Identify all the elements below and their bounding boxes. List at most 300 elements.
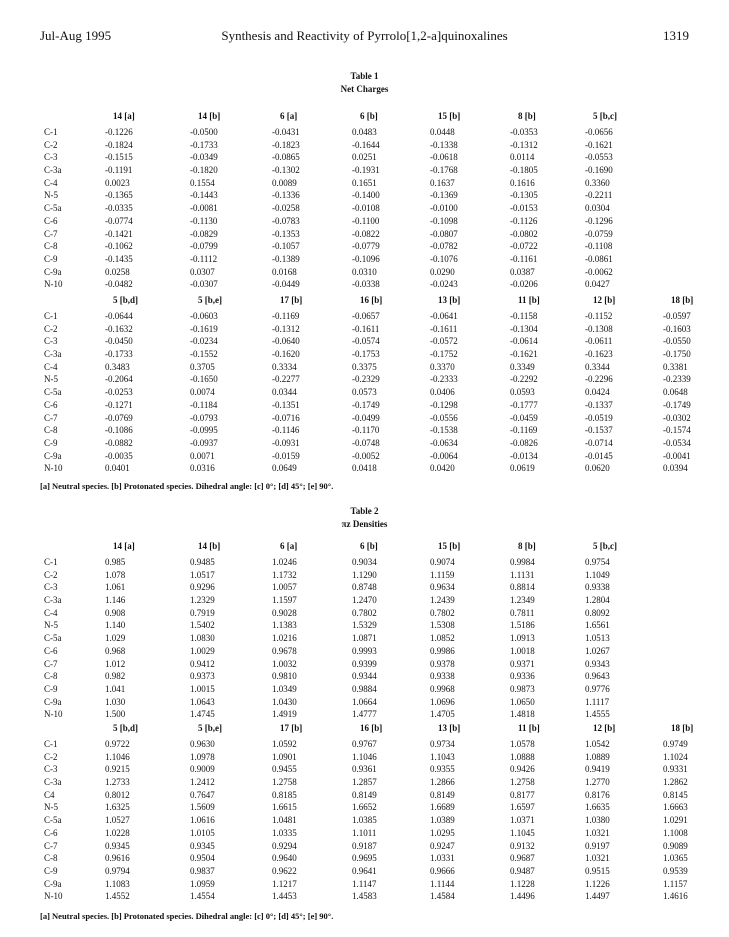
column-header: 13 [b] [438,723,461,733]
table-cell: 1.4496 [510,891,535,902]
table-cell: 1.0830 [190,633,215,644]
row-label: C-3a [44,777,62,788]
column-header: 14 [a] [113,541,135,551]
table-cell: 0.9215 [105,764,130,775]
table-cell: 1.0331 [430,853,455,864]
table-cell: -0.1538 [430,425,458,436]
table-row [0,814,729,827]
table-cell: 0.9873 [510,683,535,694]
row-label: C-1 [44,311,58,321]
table-cell: 1.2862 [663,777,688,788]
table-cell: 0.9485 [190,557,215,567]
table-cell: 1.0349 [272,683,297,694]
table-cell: 0.9132 [510,840,535,851]
table-cell: 1.1217 [272,878,297,889]
row-label: N-10 [44,279,63,290]
table-cell: 1.1011 [352,827,377,838]
table-cell: -0.0882 [105,437,133,448]
row-label: N-10 [44,891,63,902]
table-cell: 0.9641 [352,865,377,876]
table-cell: 1.0578 [510,739,535,749]
table-cell: -0.1302 [272,165,300,176]
table-row [0,437,729,450]
table-cell: 0.982 [105,671,126,682]
table-cell: -0.1108 [585,241,613,252]
table-cell: -0.1086 [105,425,133,436]
table-cell: 0.8185 [272,789,297,800]
table-cell: 0.9399 [352,658,377,669]
table-row [0,569,729,582]
table-cell: 0.985 [105,557,126,567]
table-cell: 0.9247 [430,840,455,851]
table-cell: 0.0573 [352,387,377,398]
table-cell: 1.4705 [430,709,455,720]
table-cell: -0.0449 [272,279,300,290]
table-cell: -0.1611 [430,323,458,334]
table-cell: -0.0100 [430,203,458,214]
table-cell: 0.0307 [190,266,215,277]
table-cell: 0.8814 [510,582,535,593]
table-cell: 0.9643 [585,671,610,682]
table-cell: 1.6615 [272,802,297,813]
table-cell: 0.9455 [272,764,297,775]
table-row [0,607,729,620]
table-cell: -0.1805 [510,165,538,176]
table-cell: -0.0572 [430,336,458,347]
table-cell: 0.0251 [352,152,377,163]
table-cell: -0.1768 [430,165,458,176]
table-header-row [0,540,729,556]
table-cell: 0.7647 [190,789,215,800]
table-cell: 1.6663 [663,802,688,813]
table-cell: -0.0722 [510,241,538,252]
table-cell: -0.0793 [190,412,218,423]
table-header-row [0,110,729,126]
table-cell: 1.6689 [430,802,455,813]
row-label: N-5 [44,190,58,201]
table-cell: 0.0023 [105,177,130,188]
table-cell: -0.1161 [510,253,538,264]
table-cell: -0.1191 [105,165,133,176]
table-cell: 1.0978 [190,751,215,762]
table-cell: 1.0267 [585,645,610,656]
table-cell: 0.0316 [190,463,215,474]
table-cell: 0.9345 [105,840,130,851]
table-cell: 1.4777 [352,709,377,720]
table-header-row [0,722,729,738]
table-cell: 1.2770 [585,777,610,788]
row-label: N-5 [44,802,58,813]
table-cell: 1.4555 [585,709,610,720]
column-header: 5 [b,e] [198,723,222,733]
column-header: 6 [a] [280,111,298,121]
table-cell: -0.0826 [510,437,538,448]
table-cell: 1.2758 [510,777,535,788]
table-cell: -0.1271 [105,399,133,410]
table-cell: 1.5329 [352,620,377,631]
row-label: C-9a [44,450,62,461]
table-cell: 1.2412 [190,777,215,788]
table-cell: -0.0656 [585,127,613,137]
table-cell: -0.2292 [510,374,538,385]
table-cell: 0.9722 [105,739,130,749]
table-cell: -0.1304 [510,323,538,334]
column-header: 5 [b,d] [113,723,139,733]
table-cell: -0.1184 [190,399,218,410]
table-cell: 0.8176 [585,789,610,800]
table-cell: 1.0592 [272,739,297,749]
table-cell: 1.1159 [430,569,455,580]
table-cell: 0.8145 [663,789,688,800]
table-cell: 1.1049 [585,569,610,580]
table-cell: -0.0574 [352,336,380,347]
table-cell: -0.0716 [272,412,300,423]
running-head-left: Jul-Aug 1995 [40,28,112,43]
table-cell: 1.1383 [272,620,297,631]
table-row [0,266,729,279]
table-cell: -0.0769 [105,412,133,423]
table-cell: 1.0871 [352,633,377,644]
table-cell: 0.9884 [352,683,377,694]
table-cell: -0.2064 [105,374,133,385]
table-cell: -0.1650 [190,374,218,385]
table1-title: Table 1 [350,71,379,81]
row-label: C-5a [44,387,62,398]
table-cell: -0.0253 [105,387,133,398]
table-cell: 1.4554 [190,891,215,902]
table-row [0,581,729,594]
table-cell: 1.0018 [510,645,535,656]
table-cell: -0.1130 [190,215,218,226]
table-row [0,240,729,253]
table-cell: -0.2333 [430,374,458,385]
table-cell: 0.0649 [272,463,297,474]
table-cell: -0.1443 [190,190,218,201]
table-row [0,632,729,645]
table-cell: 0.1637 [430,177,455,188]
table-cell: -0.0553 [585,152,613,163]
row-label: C-2 [44,323,58,334]
table-row [0,348,729,361]
row-label: C-2 [44,139,58,150]
table-cell: -0.1603 [663,323,691,334]
table-cell: 0.0290 [430,266,455,277]
table-cell: 1.0481 [272,815,297,826]
table-cell: -0.1308 [585,323,613,334]
table-row [0,658,729,671]
table-cell: 0.7811 [510,607,535,618]
table-cell: 0.0483 [352,127,377,137]
table-cell: 0.0406 [430,387,455,398]
table-row [0,139,729,152]
table-cell: 0.908 [105,607,126,618]
row-label: N-5 [44,374,58,385]
table-row [0,645,729,658]
column-header: 6 [b] [360,541,378,551]
table-cell: 1.2329 [190,595,215,606]
table-cell: -0.0159 [272,450,300,461]
table-row [0,278,729,291]
table-cell: 1.6635 [585,802,610,813]
table-cell: -0.1126 [510,215,538,226]
table-cell: 0.9504 [190,853,215,864]
table-cell: 1.0015 [190,683,215,694]
table-row [0,890,729,903]
table-cell: 0.3334 [272,361,297,372]
table-cell: 0.9749 [663,739,688,749]
table-cell: -0.1389 [272,253,300,264]
table-cell: 0.3705 [190,361,215,372]
table-row [0,840,729,853]
table-cell: -0.0499 [352,412,380,423]
table-cell: -0.0640 [272,336,300,347]
table-cell: 1.0371 [510,815,535,826]
table-cell: -0.0064 [430,450,458,461]
table-cell: 1.0643 [190,696,215,707]
table-row [0,412,729,425]
row-label: C-5a [44,633,62,644]
row-label: C-3a [44,165,62,176]
table-cell: 0.9695 [352,853,377,864]
table-cell: 0.0424 [585,387,610,398]
table-cell: 0.9426 [510,764,535,775]
table-cell: 0.9009 [190,764,215,775]
table-cell: -0.1112 [190,253,218,264]
row-label: C-6 [44,215,58,226]
table-cell: -0.0618 [430,152,458,163]
table-cell: 1.1043 [430,751,455,762]
table-cell: 0.9993 [352,645,377,656]
table-cell: 1.1083 [105,878,130,889]
table-cell: -0.1752 [430,349,458,360]
table-cell: -0.1623 [585,349,613,360]
table2-footnote: [a] Neutral species. [b] Protonated species. Dihedral angle: [c] 0°; [d] 45°; [e] 90°. [40,911,334,921]
table-cell: 1.0032 [272,658,297,669]
table-cell: -0.0802 [510,228,538,239]
table-cell: 0.9338 [585,582,610,593]
row-label: C-9a [44,696,62,707]
table-cell: 1.2349 [510,595,535,606]
table-cell: 1.5402 [190,620,215,631]
table-cell: -0.0052 [352,450,380,461]
table-cell: 1.0664 [352,696,377,707]
table-cell: -0.1537 [585,425,613,436]
table-cell: 1.0228 [105,827,130,838]
table-cell: 0.968 [105,645,126,656]
table-cell: 0.9734 [430,739,455,749]
table-cell: 0.1651 [352,177,377,188]
column-header: 15 [b] [438,111,461,121]
table-cell: 1.2866 [430,777,455,788]
table-cell: -0.1620 [272,349,300,360]
table-cell: 0.7802 [352,607,377,618]
row-label: C-4 [44,607,58,618]
table-cell: 1.2857 [352,777,377,788]
row-label: C-5a [44,815,62,826]
table-cell: 1.041 [105,683,126,694]
table-cell: 1.2804 [585,595,610,606]
table-cell: 1.1131 [510,569,535,580]
table-cell: 0.9034 [352,557,377,567]
row-label: C-8 [44,853,58,864]
table-cell: -0.0759 [585,228,613,239]
row-label: C-7 [44,840,58,851]
table-cell: 1.4616 [663,891,688,902]
table-cell: -0.0995 [190,425,218,436]
table-cell: -0.1733 [105,349,133,360]
table-cell: 1.029 [105,633,126,644]
table-cell: 1.4453 [272,891,297,902]
table-cell: 0.0089 [272,177,297,188]
table-cell: -0.1733 [190,139,218,150]
table-cell: -0.0782 [430,241,458,252]
table-cell: 1.2470 [352,595,377,606]
table-cell: 0.0619 [510,463,535,474]
table-cell: 0.9338 [430,671,455,682]
table-cell: -0.1336 [272,190,300,201]
table-header-row [0,294,729,310]
table-cell: 1.2439 [430,595,455,606]
row-label: C-8 [44,241,58,252]
table-cell: 1.4584 [430,891,455,902]
table-cell: -0.0597 [663,311,691,321]
table-cell: 0.9984 [510,557,535,567]
table-cell: 0.9336 [510,671,535,682]
table-cell: -0.0861 [585,253,613,264]
table-cell: -0.0459 [510,412,538,423]
table-cell: 1.1046 [105,751,130,762]
table-cell: -0.0338 [352,279,380,290]
table-row [0,310,729,323]
column-header: 5 [b,d] [113,295,139,305]
column-header: 12 [b] [593,295,616,305]
table-cell: -0.0829 [190,228,218,239]
table-cell: 1.4497 [585,891,610,902]
table-cell: 0.9074 [430,557,455,567]
table-cell: 1.0389 [430,815,455,826]
table-cell: -0.0931 [272,437,300,448]
table-cell: 1.146 [105,595,126,606]
table-cell: 0.0648 [663,387,688,398]
table-cell: 0.0258 [105,266,130,277]
table-cell: 1.6597 [510,802,535,813]
column-header: 18 [b] [671,295,694,305]
table-cell: 1.140 [105,620,126,631]
table-cell: -0.1338 [430,139,458,150]
table-row [0,202,729,215]
column-header: 6 [b] [360,111,378,121]
table-cell: -0.0153 [510,203,538,214]
table-cell: -0.0349 [190,152,218,163]
table-cell: -0.0081 [190,203,218,214]
table-cell: 1.4583 [352,891,377,902]
table-cell: 1.0852 [430,633,455,644]
table-row [0,462,729,475]
table-cell: 1.0291 [663,815,688,826]
row-label: C-4 [44,361,58,372]
table-cell: 0.0427 [585,279,610,290]
row-label: N-10 [44,709,63,720]
table-cell: -0.1632 [105,323,133,334]
table-cell: 1.0365 [663,853,688,864]
table-cell: 0.9187 [352,840,377,851]
table-cell: -0.0807 [430,228,458,239]
row-label: C-3 [44,764,58,775]
table-cell: 0.9539 [663,865,688,876]
table-cell: 0.9622 [272,865,297,876]
table-cell: 0.0071 [190,450,215,461]
row-label: C-1 [44,739,58,749]
table-cell: 0.3370 [430,361,455,372]
table-cell: 0.9837 [190,865,215,876]
table-cell: -0.1169 [272,311,300,321]
table-cell: 0.9296 [190,582,215,593]
column-header: 5 [b,e] [198,295,222,305]
row-label: C-3 [44,152,58,163]
table-cell: 0.3381 [663,361,688,372]
row-label: C-3a [44,595,62,606]
table-row [0,556,729,569]
running-head-title: Synthesis and Reactivity of Pyrrolo[1,2-a]quinoxalines [221,28,508,43]
table-cell: 1.012 [105,658,126,669]
column-header: 14 [b] [198,541,221,551]
table-cell: 1.0517 [190,569,215,580]
table-cell: -0.1152 [585,311,613,321]
table-cell: 0.9089 [663,840,688,851]
table-cell: -0.0206 [510,279,538,290]
row-label: C4 [44,789,55,800]
row-label: C-3 [44,336,58,347]
table-cell: 0.9361 [352,764,377,775]
table-cell: 1.030 [105,696,126,707]
table-row [0,683,729,696]
table-cell: 0.0401 [105,463,130,474]
table-cell: 0.9344 [352,671,377,682]
table-cell: 0.0394 [663,463,688,474]
table-cell: -0.0644 [105,311,133,321]
table-cell: -0.0035 [105,450,133,461]
table-cell: 0.9968 [430,683,455,694]
table-cell: 1.0380 [585,815,610,826]
table-cell: 1.6325 [105,802,130,813]
table-cell: 0.9666 [430,865,455,876]
table-cell: -0.0641 [430,311,458,321]
table-cell: 1.0513 [585,633,610,644]
table-cell: 0.3344 [585,361,610,372]
table-cell: 1.1228 [510,878,535,889]
table-cell: -0.2296 [585,374,613,385]
table-cell: -0.0634 [430,437,458,448]
table-row [0,177,729,190]
table-cell: 0.0310 [352,266,377,277]
table-cell: 0.8149 [352,789,377,800]
table-cell: 0.0344 [272,387,297,398]
table-cell: 1.0888 [510,751,535,762]
table-cell: 0.9634 [430,582,455,593]
page-number: 1319 [663,28,689,43]
table-cell: -0.0431 [272,127,300,137]
table-cell: -0.1296 [585,215,613,226]
table-cell: 0.9776 [585,683,610,694]
table-cell: 1.1597 [272,595,297,606]
table-cell: -0.0258 [272,203,300,214]
table-cell: -0.0937 [190,437,218,448]
table-cell: 0.0168 [272,266,297,277]
table-cell: -0.1351 [272,399,300,410]
table-cell: -0.0134 [510,450,538,461]
table-row [0,878,729,891]
table-cell: 0.8012 [105,789,130,800]
